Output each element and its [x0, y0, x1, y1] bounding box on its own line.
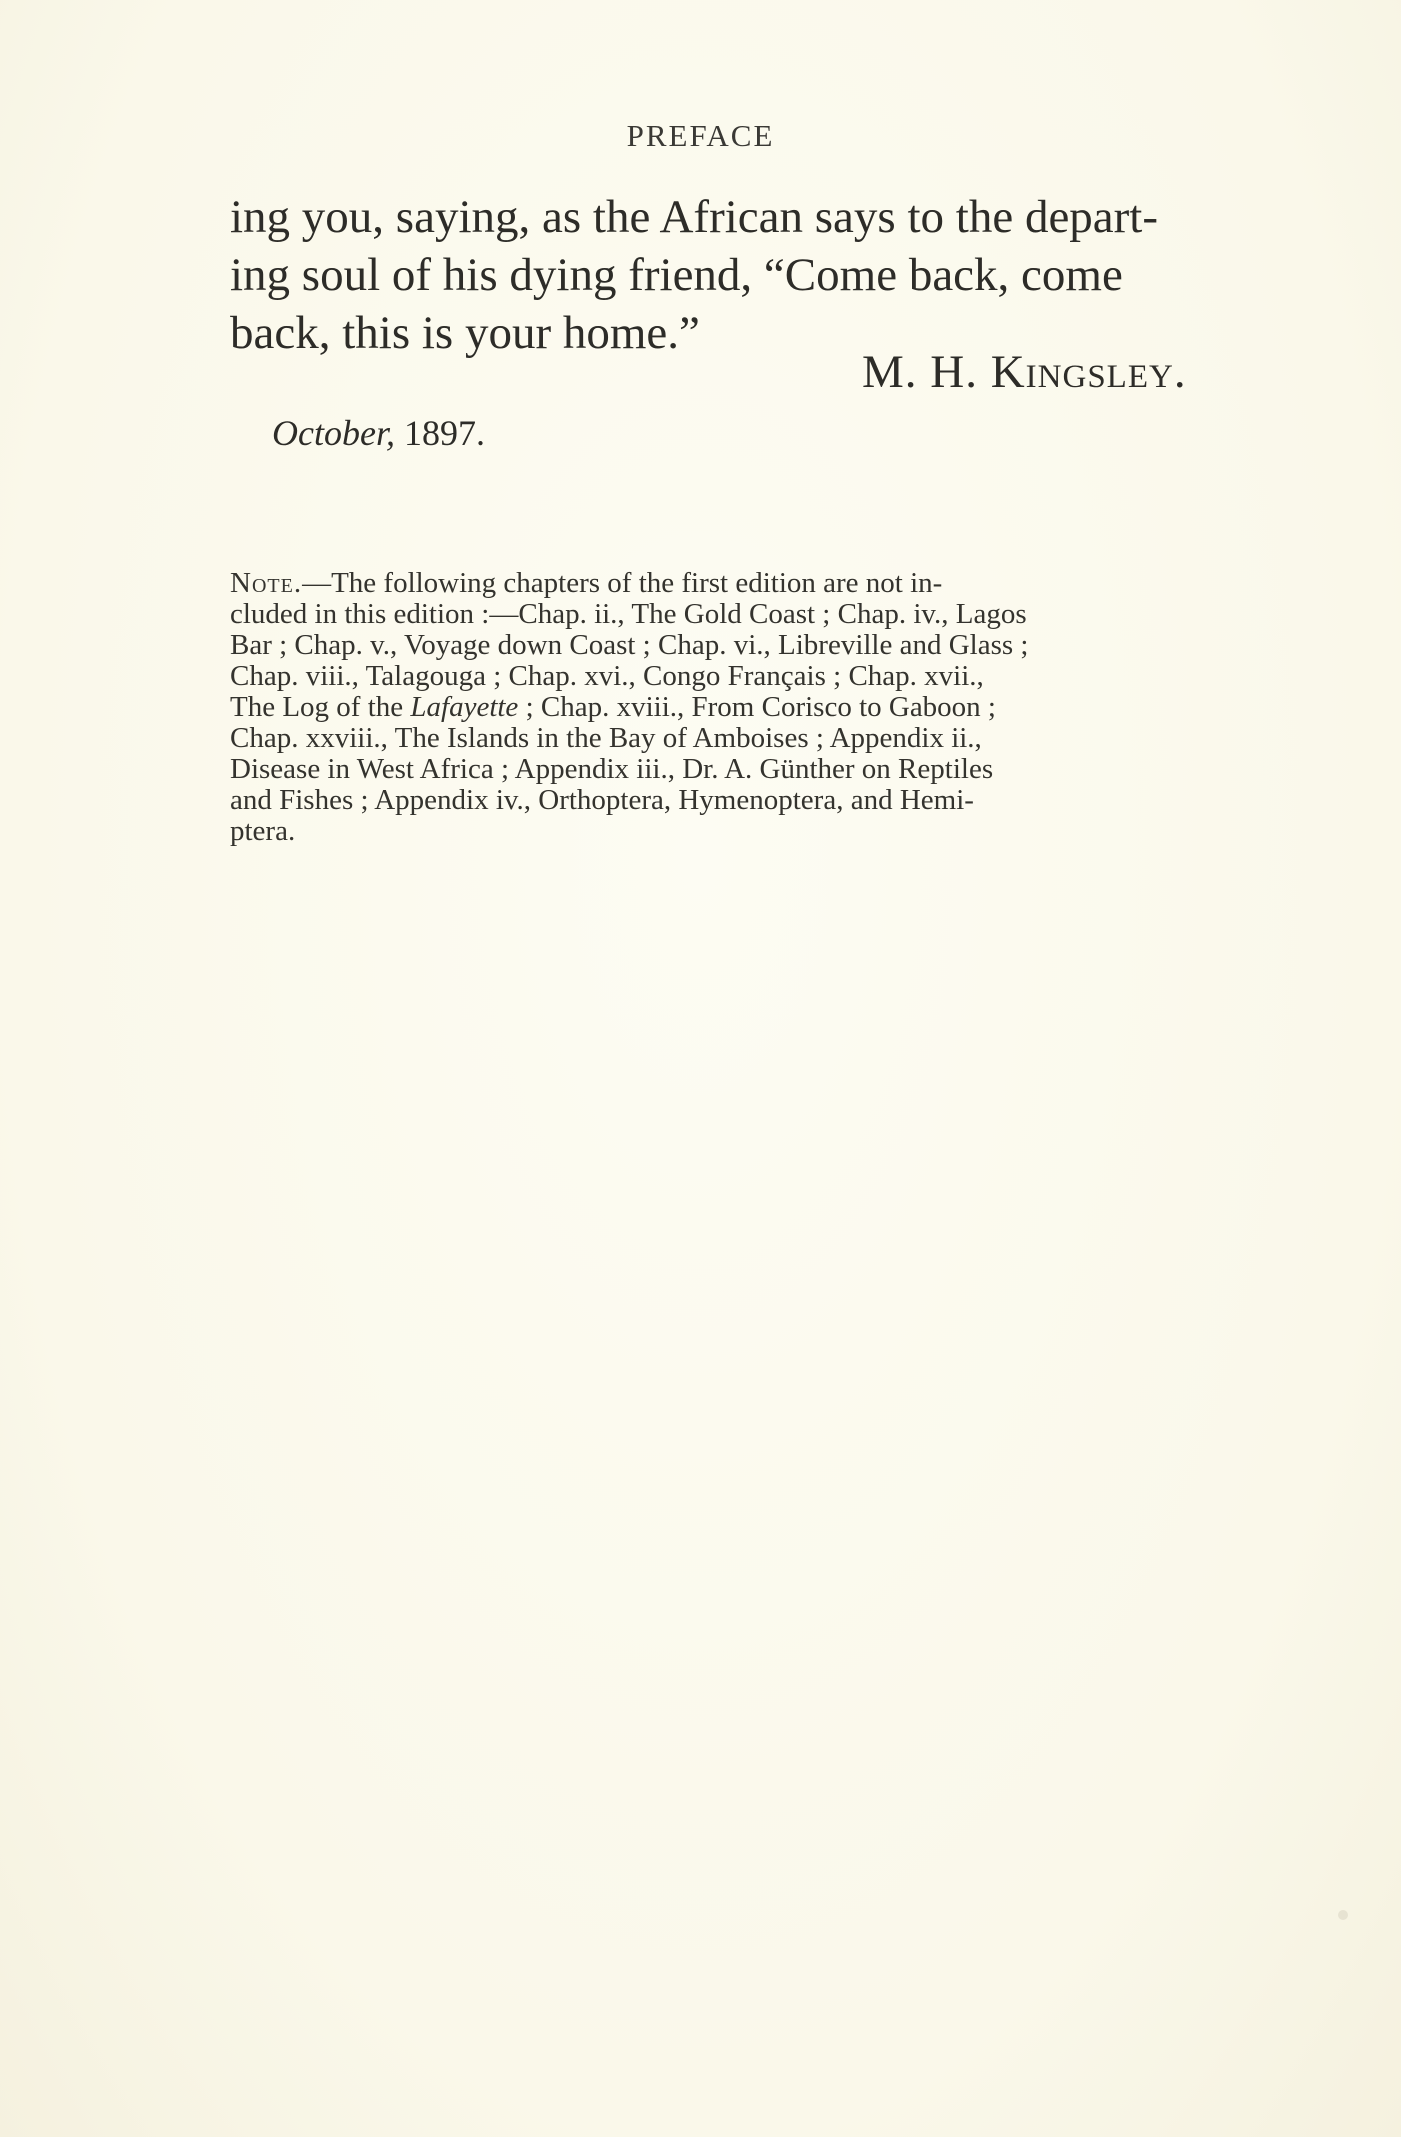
note-line	[230, 692, 1310, 723]
note-line: and Fishes ; Appendix iv., Orthoptera, Hymenoptera, and Hemi-	[230, 784, 974, 816]
note-line: Chap. xxviii., The Islands in the Bay of Amboises ; Appendix ii.,	[230, 722, 982, 754]
note-text: —The following chapters of the first edition are not in-	[302, 567, 943, 599]
note-line: ptera.	[230, 815, 296, 847]
author-signature: M. H. Kingsley.	[862, 346, 1187, 398]
note-line: Chap. viii., Talagouga ; Chap. xvi., Congo Français ; Chap. xvii.,	[230, 660, 984, 692]
date-month: October,	[272, 413, 395, 453]
paragraph-line: back, this is your home.”	[230, 307, 700, 359]
ship-name: Lafayette	[410, 691, 519, 723]
note-text: The Log of the	[230, 691, 411, 723]
date-year: 1897.	[403, 413, 485, 453]
note-line: Disease in West Africa ; Appendix iii., Dr. A. Günther on Reptiles	[230, 753, 994, 785]
paragraph-line: ing you, saying, as the African says to the depart-	[230, 191, 1159, 243]
note-text: ; Chap. xviii., From Corisco to Gaboon ;	[518, 691, 996, 723]
edition-note	[230, 568, 1310, 847]
paragraph-line: ing soul of his dying friend, “Come back, come	[230, 249, 1123, 301]
note-lead: Note.	[230, 567, 303, 599]
paper-blemish	[1338, 1910, 1348, 1920]
running-title: PREFACE	[626, 118, 775, 153]
preface-closing-paragraph	[230, 188, 1310, 362]
note-line	[230, 568, 1310, 599]
note-line: Bar ; Chap. v., Voyage down Coast ; Chap. vi., Libreville and Glass ;	[230, 629, 1029, 661]
note-line: cluded in this edition :—Chap. ii., The Gold Coast ; Chap. iv., Lagos	[230, 598, 1027, 630]
preface-date	[272, 412, 485, 454]
